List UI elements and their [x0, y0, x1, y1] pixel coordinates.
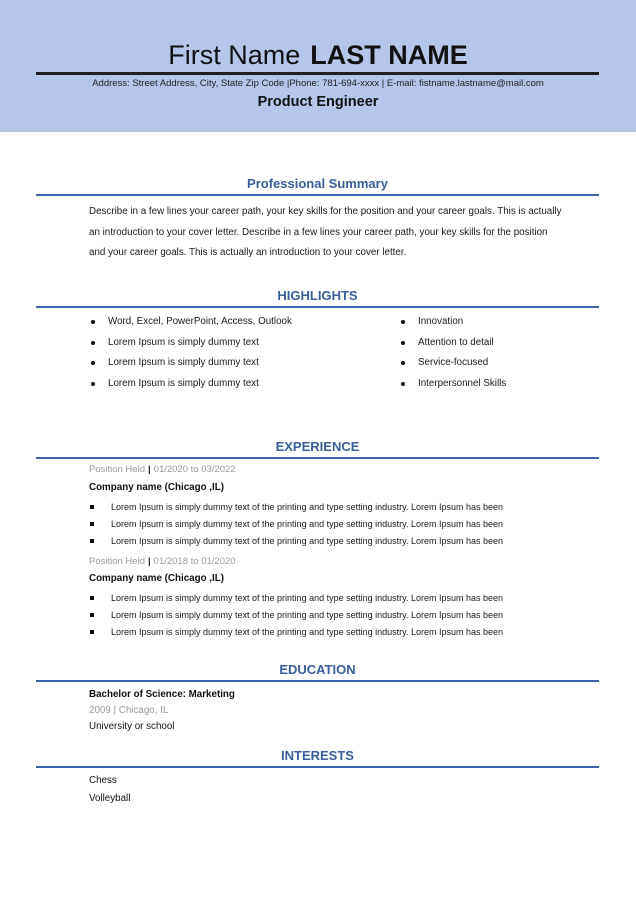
- position-title: Position Held: [89, 464, 145, 475]
- interests-heading: INTERESTS: [281, 748, 354, 763]
- job-bullet: Lorem Ipsum is simply dummy text of the printing and type setting industry. Lorem Ipsum has been: [89, 607, 503, 624]
- meta-separator: |: [147, 464, 151, 475]
- header-divider: [36, 72, 599, 75]
- summary-heading: Professional Summary: [247, 176, 388, 191]
- company-name: Company name (Chicago ,IL): [89, 573, 224, 584]
- job-meta: [89, 556, 236, 568]
- position-title: Position Held: [89, 556, 145, 567]
- job-bullets: [89, 590, 503, 641]
- education-heading: EDUCATION: [279, 662, 356, 677]
- interests-divider: [36, 766, 599, 768]
- highlights-heading: HIGHLIGHTS: [277, 288, 358, 303]
- education-year-location: 2009 | Chicago, IL: [89, 705, 169, 716]
- highlight-item: Lorem Ipsum is simply dummy text: [89, 353, 292, 374]
- highlight-item: Attention to detail: [399, 333, 506, 354]
- experience-heading: EXPERIENCE: [275, 439, 360, 454]
- job-bullet: Lorem Ipsum is simply dummy text of the printing and type setting industry. Lorem Ipsum has been: [89, 499, 503, 516]
- experience-divider: [36, 457, 599, 459]
- job-bullet: Lorem Ipsum is simply dummy text of the printing and type setting industry. Lorem Ipsum has been: [89, 590, 503, 607]
- school-name: University or school: [89, 721, 175, 732]
- summary-divider: [36, 194, 599, 196]
- highlight-item: Word, Excel, PowerPoint, Access, Outlook: [89, 312, 292, 333]
- meta-separator: |: [147, 556, 151, 567]
- job-bullets: [89, 499, 503, 550]
- job-bullet: Lorem Ipsum is simply dummy text of the printing and type setting industry. Lorem Ipsum has been: [89, 624, 503, 641]
- contact-line: Address: Street Address, City, State Zip Code |Phone: 781-694-xxxx | E-mail: fistname.lastname@mail.com: [92, 78, 544, 89]
- job-title: Product Engineer: [257, 94, 379, 110]
- highlight-item: Innovation: [399, 312, 506, 333]
- full-name: [0, 38, 636, 72]
- job-meta: [89, 464, 236, 476]
- header-band: [0, 0, 636, 132]
- degree: Bachelor of Science: Marketing: [89, 689, 235, 700]
- education-divider: [36, 680, 599, 682]
- summary-text: [89, 202, 601, 264]
- summary-line: an introduction to your cover letter. Describe in a few lines your career path, your key skills for the position: [89, 226, 548, 238]
- company-name: Company name (Chicago ,IL): [89, 482, 224, 493]
- job-dates: 01/2020 to 03/2022: [153, 464, 236, 475]
- first-name: First Name: [168, 40, 301, 70]
- interest-item: Chess: [89, 775, 117, 786]
- highlight-item: Lorem Ipsum is simply dummy text: [89, 333, 292, 354]
- job-bullet: Lorem Ipsum is simply dummy text of the printing and type setting industry. Lorem Ipsum has been: [89, 533, 503, 550]
- highlight-item: Service-focused: [399, 353, 506, 374]
- summary-line: Describe in a few lines your career path, your key skills for the position and your career goals. This is actually: [89, 206, 562, 217]
- job-dates: 01/2018 to 01/2020: [153, 556, 236, 567]
- summary-line: and your career goals. This is actually an introduction to your cover letter.: [89, 247, 407, 258]
- highlight-item: Interpersonnel Skills: [399, 374, 506, 395]
- highlights-right-list: [399, 312, 506, 394]
- highlights-left-list: [89, 312, 292, 394]
- highlight-item: Lorem Ipsum is simply dummy text: [89, 374, 292, 395]
- job-bullet: Lorem Ipsum is simply dummy text of the printing and type setting industry. Lorem Ipsum has been: [89, 516, 503, 533]
- last-name: LAST NAME: [310, 40, 468, 70]
- interest-item: Volleyball: [89, 793, 131, 804]
- highlights-divider: [36, 306, 599, 308]
